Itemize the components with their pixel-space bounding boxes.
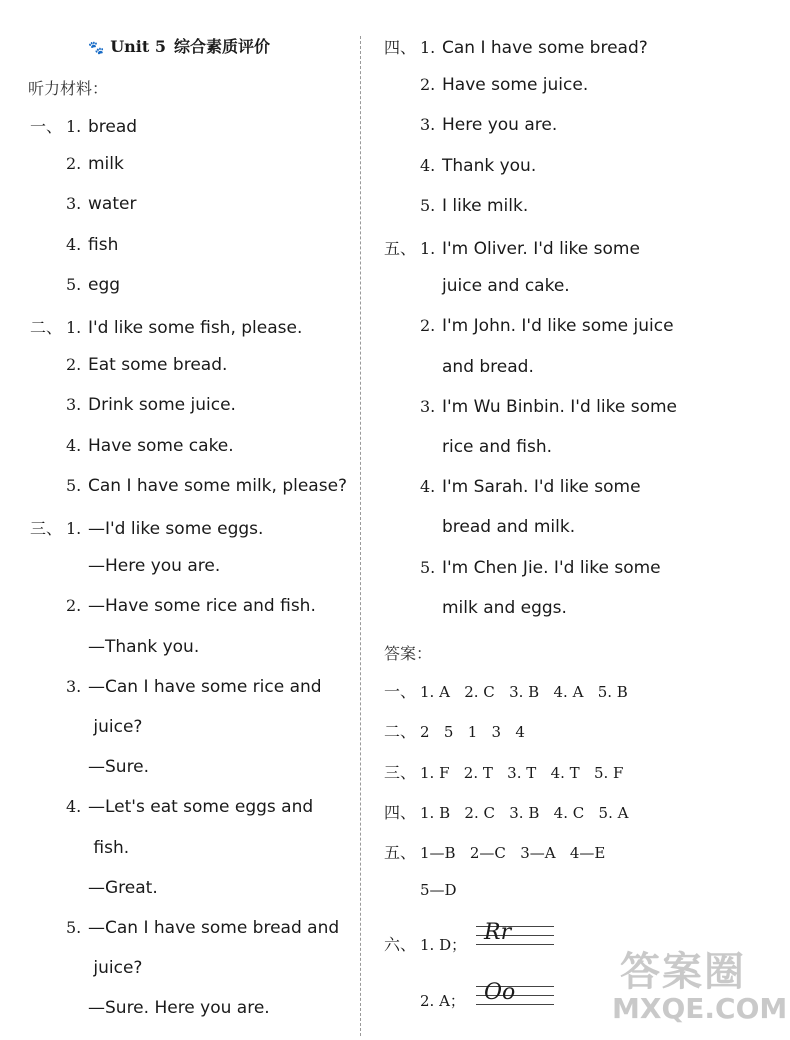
line-text: I'm Oliver. I'd like some — [442, 239, 640, 259]
text-line — [30, 797, 313, 817]
text-line — [30, 637, 199, 657]
text-line — [30, 717, 142, 737]
watermark-url: MXQE.COM — [612, 992, 788, 1025]
text-line — [30, 275, 120, 295]
line-text: —Sure. Here you are. — [88, 998, 270, 1019]
item-number: 5. — [66, 475, 82, 495]
line-text: I'm Chen Jie. I'd like some — [442, 557, 661, 578]
answer-text: 5—D — [420, 880, 457, 899]
line-text: water — [88, 194, 137, 215]
section-marker: 五、 — [384, 843, 417, 863]
line-text: Drink some juice. — [88, 395, 236, 416]
watermark-text: 答案圈 — [620, 949, 746, 995]
text-line — [30, 315, 302, 338]
section-marker: 四、 — [384, 802, 417, 822]
line-text: egg — [88, 274, 121, 295]
line-text: Have some cake. — [88, 435, 234, 456]
item-number: 3. — [420, 396, 436, 416]
answer-text: 1. A 2. C 3. B 4. A 5. B — [420, 683, 628, 701]
item-number: 1. — [66, 117, 82, 136]
text-line — [30, 395, 236, 415]
answer-text: 1—B 2—C 3—A 4—E — [420, 844, 606, 863]
handwriting-box — [476, 918, 554, 952]
item-number: 1. — [420, 239, 436, 258]
item-number: 2. — [66, 355, 82, 375]
line-text: Can I have some bread? — [442, 38, 648, 58]
section-six-answer: 2. A； — [420, 992, 465, 1010]
text-line — [384, 357, 534, 377]
line-text: I'm Sarah. I'd like some — [442, 477, 641, 498]
line-text: —Here you are. — [88, 556, 221, 577]
text-line — [384, 115, 557, 135]
item-number: 1. — [66, 519, 82, 538]
text-line — [30, 998, 270, 1018]
text-line — [30, 194, 136, 214]
item-number: 5. — [420, 195, 436, 215]
handwritten-letters: Rr — [484, 920, 512, 945]
line-text: I'd like some fish, please. — [88, 318, 303, 338]
line-text: —Great. — [88, 877, 158, 898]
section-marker: 四、 — [384, 38, 417, 57]
line-text: Can I have some milk, please? — [88, 475, 348, 496]
section-marker: 一、 — [30, 117, 63, 136]
line-text: juice? — [88, 717, 143, 737]
text-line — [384, 196, 528, 216]
line-text: juice and cake. — [442, 276, 570, 297]
text-line — [30, 757, 149, 777]
handwritten-letters: Oo — [484, 980, 516, 1005]
listening-label: 听力材料： — [28, 79, 109, 98]
line-text: I like milk. — [442, 195, 529, 216]
text-line — [30, 235, 118, 255]
text-line — [384, 598, 567, 618]
line-text: rice and fish. — [442, 437, 553, 457]
item-number: 4. — [66, 435, 82, 455]
text-line — [384, 477, 641, 497]
item-number: 5. — [66, 274, 82, 294]
text-line — [30, 878, 158, 898]
item-number: 3. — [66, 194, 82, 214]
text-line — [30, 114, 137, 137]
item-number: 4. — [420, 155, 436, 175]
text-line — [384, 558, 661, 578]
text-line — [30, 838, 129, 858]
section-marker: 一、 — [384, 682, 417, 701]
section-six-row-2 — [420, 990, 465, 1011]
item-number: 2. — [66, 154, 82, 174]
text-line — [30, 918, 339, 938]
text-line — [30, 355, 227, 375]
text-line — [30, 958, 142, 978]
text-line — [384, 35, 648, 58]
text-line — [30, 154, 124, 174]
line-text: —Have some rice and fish. — [88, 596, 316, 617]
paw-icon: 🐾 — [88, 41, 105, 56]
line-text: Have some juice. — [442, 75, 589, 96]
line-text: —Sure. — [88, 757, 150, 778]
text-line — [384, 437, 552, 457]
section-marker: 三、 — [30, 519, 63, 538]
text-line — [30, 596, 316, 616]
line-text: fish. — [88, 837, 130, 858]
line-text: —Can I have some rice and — [88, 676, 322, 697]
section-six-row-1 — [384, 932, 466, 955]
line-text: —I'd like some eggs. — [88, 519, 264, 539]
line-text: bread — [88, 117, 138, 137]
item-number: 4. — [420, 477, 436, 497]
section-six-answer: 1. D； — [420, 936, 467, 954]
section-marker: 三、 — [384, 762, 417, 782]
item-number: 1. — [420, 38, 436, 57]
item-number: 5. — [420, 557, 436, 577]
text-line — [384, 236, 640, 259]
unit-subtitle: 综合素质评价 — [173, 37, 270, 56]
text-line — [384, 75, 588, 95]
line-text: I'm John. I'd like some juice — [442, 316, 674, 337]
answer-row — [384, 679, 628, 702]
text-line — [30, 436, 234, 456]
text-line — [30, 516, 263, 539]
line-text: —Thank you. — [88, 636, 200, 657]
watermark — [610, 930, 788, 1030]
item-number: 3. — [420, 115, 436, 135]
unit-title — [88, 34, 270, 57]
text-line — [384, 517, 575, 537]
text-line — [30, 476, 347, 496]
item-number: 4. — [66, 797, 82, 817]
section-marker: 六、 — [384, 935, 417, 954]
answer-row — [384, 800, 628, 823]
item-number: 2. — [420, 75, 436, 95]
text-line — [384, 397, 677, 417]
line-text: —Let's eat some eggs and — [88, 797, 314, 818]
column-divider — [360, 36, 361, 1036]
answer-row — [384, 719, 525, 742]
line-text: I'm Wu Binbin. I'd like some — [442, 396, 677, 417]
answer-row — [384, 840, 605, 863]
line-text: juice? — [88, 958, 143, 979]
line-text: Here you are. — [442, 115, 558, 136]
item-number: 3. — [66, 395, 82, 415]
answer-row — [384, 881, 457, 899]
section-marker: 二、 — [384, 722, 417, 742]
item-number: 5. — [66, 918, 82, 937]
line-text: Eat some bread. — [88, 355, 228, 376]
line-text: bread and milk. — [442, 517, 576, 538]
item-number: 3. — [66, 676, 82, 696]
line-text: milk and eggs. — [442, 597, 567, 618]
item-number: 2. — [66, 596, 82, 616]
line-text: —Can I have some bread and — [88, 918, 340, 938]
text-line — [30, 556, 220, 576]
line-text: fish — [88, 234, 119, 255]
section-marker: 五、 — [384, 239, 417, 258]
item-number: 2. — [420, 316, 436, 336]
line-text: and bread. — [442, 356, 534, 377]
answer-text: 1. F 2. T 3. T 4. T 5. F — [420, 763, 624, 782]
answer-text: 1. B 2. C 3. B 4. C 5. A — [420, 803, 629, 822]
unit-name: Unit 5 — [110, 37, 166, 56]
answer-row — [384, 760, 623, 783]
section-marker: 二、 — [30, 318, 63, 337]
item-number: 1. — [66, 318, 82, 337]
line-text: milk — [88, 154, 124, 175]
line-text: Thank you. — [442, 155, 537, 176]
text-line — [384, 156, 536, 176]
handwriting-box — [476, 978, 554, 1012]
text-line — [384, 316, 674, 336]
answers-label: 答案： — [384, 644, 433, 663]
answer-text: 2 5 1 3 4 — [420, 723, 525, 742]
text-line — [384, 276, 570, 296]
text-line — [30, 677, 322, 697]
item-number: 4. — [66, 234, 82, 254]
